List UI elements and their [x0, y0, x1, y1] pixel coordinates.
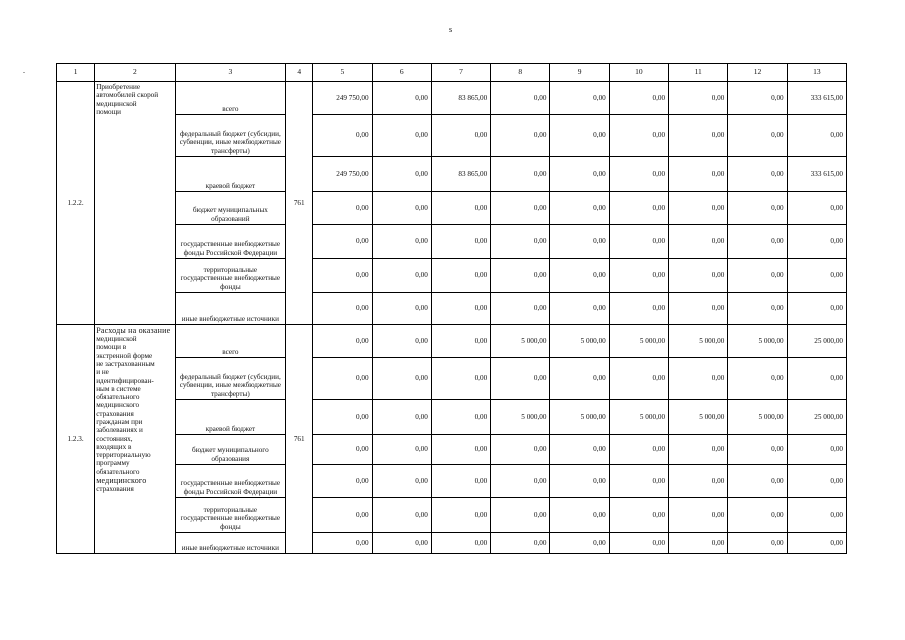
value-cell: 0,00 [313, 225, 372, 259]
value-cell: 5 000,00 [550, 400, 609, 435]
value-cell: 0,00 [728, 358, 787, 400]
column-header: 5 [313, 64, 372, 82]
funding-source: бюджет муниципального образования [175, 435, 286, 465]
value-cell: 0,00 [550, 465, 609, 498]
value-cell: 0,00 [431, 259, 490, 293]
value-cell: 0,00 [431, 435, 490, 465]
row-name-line: идентифицирован- [96, 376, 154, 385]
header-row [57, 64, 847, 82]
value-cell: 333 615,00 [787, 157, 846, 192]
row-name-line: медицинской [96, 99, 137, 108]
value-cell: 0,00 [372, 465, 431, 498]
funding-source: государственные внебюджетные фонды Российской Федерации [175, 465, 286, 498]
value-cell: 0,00 [609, 82, 668, 115]
value-cell: 83 865,00 [431, 82, 490, 115]
value-cell: 0,00 [431, 498, 490, 533]
value-cell: 0,00 [728, 293, 787, 325]
funding-source: бюджет муниципальных образований [175, 192, 286, 225]
value-cell: 0,00 [669, 465, 728, 498]
value-cell: 0,00 [550, 192, 609, 225]
value-cell: 0,00 [372, 82, 431, 115]
row-name-line: входящих в [96, 442, 132, 451]
value-cell: 0,00 [609, 192, 668, 225]
value-cell: 0,00 [550, 115, 609, 157]
value-cell: 0,00 [491, 192, 550, 225]
row-name-line: страхования [96, 409, 134, 418]
grbs-code: 761 [286, 325, 313, 554]
value-cell: 0,00 [372, 358, 431, 400]
value-cell: 0,00 [431, 358, 490, 400]
value-cell: 0,00 [431, 533, 490, 554]
value-cell: 0,00 [550, 225, 609, 259]
value-cell: 0,00 [372, 293, 431, 325]
value-cell: 0,00 [372, 157, 431, 192]
value-cell: 5 000,00 [669, 325, 728, 358]
table-row [57, 435, 847, 465]
value-cell: 0,00 [491, 293, 550, 325]
table-row [57, 157, 847, 192]
value-cell: 25 000,00 [787, 325, 846, 358]
table-row [57, 115, 847, 157]
value-cell: 5 000,00 [669, 400, 728, 435]
row-name-line: экстренной форме [96, 351, 153, 360]
table-row [57, 259, 847, 293]
row-name-line: гражданам при [96, 418, 143, 426]
row-name-line: и не [96, 368, 109, 377]
value-cell: 0,00 [372, 400, 431, 435]
column-header: 12 [728, 64, 787, 82]
value-cell: 0,00 [491, 225, 550, 259]
value-cell: 0,00 [491, 465, 550, 498]
table-row [57, 358, 847, 400]
value-cell: 0,00 [728, 465, 787, 498]
table-row [57, 465, 847, 498]
value-cell: 0,00 [491, 358, 550, 400]
funding-source: краевой бюджет [175, 157, 286, 192]
funding-source: федеральный бюджет (субсидии, субвенции, иные межбюджетные трансферты) [175, 115, 286, 157]
value-cell: 0,00 [550, 82, 609, 115]
value-cell: 0,00 [313, 325, 372, 358]
column-header: 2 [95, 64, 175, 82]
value-cell: 0,00 [669, 225, 728, 259]
value-cell: 83 865,00 [431, 157, 490, 192]
value-cell: 0,00 [609, 358, 668, 400]
value-cell: 0,00 [313, 498, 372, 533]
value-cell: 0,00 [609, 533, 668, 554]
value-cell: 0,00 [669, 358, 728, 400]
value-cell: 0,00 [787, 498, 846, 533]
value-cell: 0,00 [431, 192, 490, 225]
funding-source: краевой бюджет [175, 400, 286, 435]
value-cell: 0,00 [491, 82, 550, 115]
grbs-code: 761 [286, 82, 313, 325]
row-name-line: медицинского [96, 475, 147, 485]
value-cell: 0,00 [787, 465, 846, 498]
value-cell: 0,00 [728, 157, 787, 192]
value-cell: 0,00 [313, 293, 372, 325]
column-header: 8 [491, 64, 550, 82]
value-cell: 0,00 [431, 400, 490, 435]
value-cell: 0,00 [372, 533, 431, 554]
table-row [57, 192, 847, 225]
row-name-line: ным в системе [96, 384, 141, 393]
value-cell: 0,00 [491, 435, 550, 465]
column-header: 6 [372, 64, 431, 82]
value-cell: 0,00 [728, 82, 787, 115]
value-cell: 0,00 [669, 533, 728, 554]
value-cell: 0,00 [313, 192, 372, 225]
value-cell: 0,00 [609, 259, 668, 293]
value-cell: 0,00 [550, 358, 609, 400]
row-name-line: территориальную [96, 451, 151, 460]
column-header: 3 [175, 64, 286, 82]
value-cell: 0,00 [669, 259, 728, 293]
value-cell: 0,00 [787, 192, 846, 225]
row-name [95, 325, 175, 554]
value-cell: 249 750,00 [313, 157, 372, 192]
funding-source: иные внебюджетные источники [175, 293, 286, 325]
stray-mark: . [23, 66, 25, 75]
row-name-line: медицинского [96, 401, 140, 410]
column-header: 9 [550, 64, 609, 82]
value-cell: 0,00 [728, 498, 787, 533]
value-cell: 0,00 [728, 259, 787, 293]
value-cell: 0,00 [372, 498, 431, 533]
value-cell: 5 000,00 [550, 325, 609, 358]
value-cell: 0,00 [431, 225, 490, 259]
funding-source: иные внебюджетные источники [175, 533, 286, 554]
value-cell: 0,00 [372, 115, 431, 157]
row-name-line: медицинской [96, 335, 137, 344]
row-code: 1.2.3. [57, 325, 95, 554]
value-cell: 333 615,00 [787, 82, 846, 115]
column-header: 11 [669, 64, 728, 82]
value-cell: 0,00 [669, 157, 728, 192]
value-cell: 0,00 [787, 259, 846, 293]
table-row [57, 293, 847, 325]
value-cell: 0,00 [728, 115, 787, 157]
value-cell: 0,00 [313, 533, 372, 554]
row-name-line: обязательного [96, 393, 140, 402]
value-cell: 0,00 [609, 157, 668, 192]
value-cell: 0,00 [669, 435, 728, 465]
value-cell: 0,00 [787, 115, 846, 157]
value-cell: 0,00 [550, 157, 609, 192]
value-cell: 5 000,00 [491, 325, 550, 358]
table-body [57, 64, 847, 554]
value-cell: 0,00 [550, 498, 609, 533]
value-cell: 5 000,00 [609, 400, 668, 435]
value-cell: 0,00 [491, 115, 550, 157]
table-row [57, 325, 847, 358]
value-cell: 0,00 [491, 498, 550, 533]
column-header: 10 [609, 64, 668, 82]
table-row [57, 400, 847, 435]
value-cell: 0,00 [609, 225, 668, 259]
value-cell: 0,00 [372, 325, 431, 358]
row-name-line: помощи в [96, 343, 127, 352]
value-cell: 0,00 [372, 225, 431, 259]
value-cell: 0,00 [728, 533, 787, 554]
value-cell: 5 000,00 [728, 325, 787, 358]
value-cell: 0,00 [313, 115, 372, 157]
table-row [57, 533, 847, 554]
funding-source: государственные внебюджетные фонды Российской Федерации [175, 225, 286, 259]
value-cell: 0,00 [372, 435, 431, 465]
value-cell: 0,00 [491, 259, 550, 293]
row-name-line: не застрахованным [96, 360, 155, 369]
value-cell: 0,00 [372, 259, 431, 293]
table-row [57, 225, 847, 259]
budget-table [56, 63, 847, 554]
value-cell: 5 000,00 [609, 325, 668, 358]
value-cell: 0,00 [550, 435, 609, 465]
funding-source: всего [175, 325, 286, 358]
value-cell: 0,00 [728, 435, 787, 465]
value-cell: 0,00 [669, 115, 728, 157]
value-cell: 5 000,00 [491, 400, 550, 435]
value-cell: 0,00 [431, 465, 490, 498]
column-header: 7 [431, 64, 490, 82]
funding-source: территориальные государственные внебюджетные фонды [175, 259, 286, 293]
column-header: 13 [787, 64, 846, 82]
value-cell: 0,00 [313, 259, 372, 293]
value-cell: 0,00 [787, 358, 846, 400]
row-name-line: состояниях, [96, 434, 133, 443]
value-cell: 0,00 [431, 325, 490, 358]
value-cell: 249 750,00 [313, 82, 372, 115]
value-cell: 0,00 [669, 293, 728, 325]
row-name-line: обязательного [96, 467, 140, 476]
table-row [57, 498, 847, 533]
row-name-line: помощи [96, 107, 122, 116]
value-cell: 0,00 [609, 115, 668, 157]
value-cell: 0,00 [609, 465, 668, 498]
value-cell: 0,00 [728, 192, 787, 225]
row-name [95, 82, 175, 325]
column-header: 4 [286, 64, 313, 82]
value-cell: 0,00 [669, 192, 728, 225]
value-cell: 0,00 [728, 225, 787, 259]
value-cell: 0,00 [550, 259, 609, 293]
value-cell: 0,00 [669, 498, 728, 533]
value-cell: 0,00 [609, 293, 668, 325]
value-cell: 0,00 [491, 157, 550, 192]
value-cell: 0,00 [313, 435, 372, 465]
value-cell: 0,00 [313, 358, 372, 400]
value-cell: 25 000,00 [787, 400, 846, 435]
value-cell: 0,00 [787, 225, 846, 259]
value-cell: 5 000,00 [728, 400, 787, 435]
value-cell: 0,00 [431, 115, 490, 157]
row-name-line: Расходы на оказание [96, 326, 171, 335]
value-cell: 0,00 [669, 82, 728, 115]
value-cell: 0,00 [787, 435, 846, 465]
row-code: 1.2.2. [57, 82, 95, 325]
row-name-line: страхования [96, 485, 134, 494]
row-name-line: заболеваниях и [96, 426, 143, 435]
row-name-line: Приобретение [96, 83, 141, 91]
page-number: s [449, 25, 453, 34]
value-cell: 0,00 [550, 293, 609, 325]
value-cell: 0,00 [550, 533, 609, 554]
funding-source: федеральный бюджет (субсидии, субвенции, иные межбюджетные трансферты) [175, 358, 286, 400]
funding-source: всего [175, 82, 286, 115]
row-name-line: программу [96, 459, 130, 468]
value-cell: 0,00 [313, 400, 372, 435]
value-cell: 0,00 [491, 533, 550, 554]
funding-source: территориальные государственные внебюджетные фонды [175, 498, 286, 533]
value-cell: 0,00 [372, 192, 431, 225]
value-cell: 0,00 [313, 465, 372, 498]
value-cell: 0,00 [787, 533, 846, 554]
row-name-line: автомобилей скорой [96, 91, 159, 100]
value-cell: 0,00 [431, 293, 490, 325]
value-cell: 0,00 [787, 293, 846, 325]
table-row [57, 82, 847, 115]
value-cell: 0,00 [609, 435, 668, 465]
column-header: 1 [57, 64, 95, 82]
value-cell: 0,00 [609, 498, 668, 533]
